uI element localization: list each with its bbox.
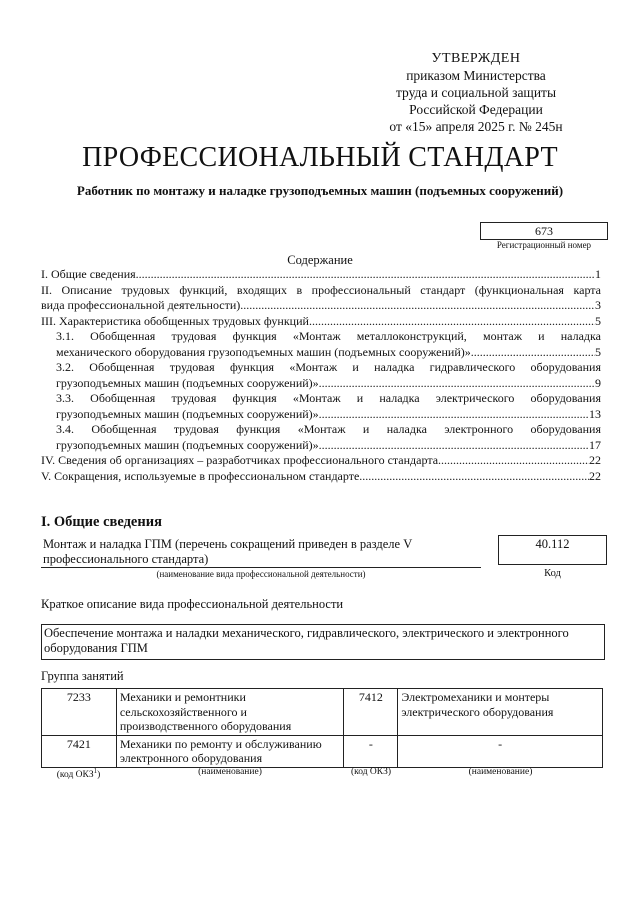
toc-item-page: 5	[595, 313, 601, 328]
toc-item-label: 3.4. Обобщенная трудовая функция «Монтаж и наладка электронного оборудования	[56, 422, 601, 436]
occupation-name-cell: -	[398, 735, 603, 767]
toc-item[interactable]	[41, 283, 601, 314]
toc-item-page: 9	[595, 375, 601, 390]
toc-item-label-cont: механического оборудования грузоподъемных машин (подъемных сооружений)»	[56, 344, 471, 359]
toc-item[interactable]	[41, 391, 601, 422]
activity-code-caption: Код	[544, 568, 561, 579]
approval-date-line: от «15» апреля 2025 г. № 245н	[389, 119, 563, 134]
occupation-group-table	[41, 688, 603, 768]
toc-item[interactable]	[41, 469, 601, 485]
toc-leader	[319, 438, 589, 454]
toc-item-page: 5	[595, 344, 601, 359]
toc-item-page: 13	[589, 406, 601, 421]
toc-item-label: III. Характеристика обобщенных трудовых функций	[41, 313, 309, 328]
toc-leader	[319, 407, 589, 423]
toc-item-page: 22	[589, 468, 601, 483]
okz-code-caption: (код ОКЗ)	[350, 767, 392, 777]
occupation-name-cell: Механики и ремонтники сельскохозяйственного и производственного оборудования	[116, 689, 344, 736]
toc-leader	[438, 453, 589, 469]
toc-item[interactable]	[41, 329, 601, 360]
toc-item-label-cont: грузоподъемных машин (подъемных сооружений)»	[56, 375, 319, 390]
toc-item-page: 17	[589, 437, 601, 452]
okz-code-caption: (код ОКЗ$^1$)	[56, 767, 101, 781]
activity-code-box: 40.112	[498, 535, 607, 565]
table-of-contents	[41, 267, 601, 484]
registration-number-label: Регистрационный номер	[496, 240, 592, 250]
occupation-name-caption: (наименование)	[468, 767, 533, 777]
toc-item-page: 1	[595, 267, 601, 281]
approval-block	[360, 50, 592, 135]
toc-item-page: 22	[589, 453, 601, 467]
approval-line: труда и социальной защиты	[395, 85, 557, 100]
document-subtitle: Работник по монтажу и наладке грузоподъемных машин (подъемных сооружений)	[76, 183, 564, 198]
okz-code-cell: 7412	[344, 689, 398, 736]
toc-heading: Содержание	[287, 253, 353, 267]
okz-code-cell: -	[344, 735, 398, 767]
toc-item-label: IV. Сведения об организациях – разработчиках профессионального стандарта	[41, 453, 439, 467]
activity-kind-name: Монтаж и наладка ГПМ (перечень сокращений приведен в разделе V профессионального стандарта)	[43, 537, 413, 566]
occupation-name-cell: Механики по ремонту и обслуживанию электронного оборудования	[116, 735, 344, 767]
occupation-group-heading: Группа занятий	[41, 669, 124, 683]
occupation-table-captions	[41, 767, 605, 780]
toc-item-label-cont: грузоподъемных машин (подъемных сооружений)»	[56, 406, 319, 421]
toc-item-label-cont: вида профессиональной деятельности)	[41, 298, 241, 312]
document-title: ПРОФЕССИОНАЛЬНЫЙ СТАНДАРТ	[82, 142, 558, 173]
toc-item-label: I. Общие сведения	[41, 267, 136, 281]
toc-item-page: 3	[595, 298, 601, 312]
brief-description-box: Обеспечение монтажа и наладки механического, гидравлического, электрического и электронного оборудования ГПМ	[41, 624, 605, 660]
okz-code-cell: 7421	[42, 735, 117, 767]
toc-item-label: 3.3. Обобщенная трудовая функция «Монтаж и наладка электрического оборудования	[56, 391, 601, 405]
occupation-name-cell: Электромеханики и монтеры электрического оборудования	[398, 689, 603, 736]
toc-item-label-cont: грузоподъемных машин (подъемных сооружений)»	[56, 437, 319, 452]
approval-title: УТВЕРЖДЕН	[431, 51, 521, 66]
toc-item-label: V. Сокращения, используемые в профессиональном стандарте	[41, 468, 360, 483]
approval-line: Российской Федерации	[409, 102, 543, 117]
toc-item[interactable]	[41, 267, 601, 283]
toc-item-label: 3.2. Обобщенная трудовая функция «Монтаж и наладка гидравлического оборудования	[56, 360, 601, 374]
toc-item-label: II. Описание трудовых функций, входящих в профессиональный стандарт (функциональная карта	[41, 282, 601, 297]
toc-item[interactable]	[41, 422, 601, 453]
toc-leader	[136, 267, 595, 283]
section-heading: I. Общие сведения	[41, 514, 162, 530]
toc-leader	[240, 298, 595, 314]
brief-description-heading: Краткое описание вида профессиональной деятельности	[41, 597, 344, 611]
table-row	[42, 735, 603, 767]
toc-leader	[319, 376, 595, 392]
toc-item[interactable]	[41, 314, 601, 330]
toc-leader	[359, 469, 589, 485]
activity-kind-caption: (наименование вида профессиональной деятельности)	[156, 569, 366, 579]
registration-number-box: 673	[480, 222, 608, 240]
toc-item[interactable]	[41, 453, 601, 469]
table-row	[42, 689, 603, 736]
okz-code-cell: 7233	[42, 689, 117, 736]
toc-leader	[309, 314, 595, 330]
occupation-name-caption: (наименование)	[198, 767, 262, 777]
toc-leader	[471, 345, 595, 361]
divider-line	[41, 567, 481, 568]
footnote-marker[interactable]: 1	[93, 767, 98, 775]
toc-item-label: 3.1. Обобщенная трудовая функция «Монтаж металлоконструкций, монтаж и наладка	[56, 329, 601, 343]
approval-line: приказом Министерства	[406, 68, 546, 83]
toc-item[interactable]	[41, 360, 601, 391]
